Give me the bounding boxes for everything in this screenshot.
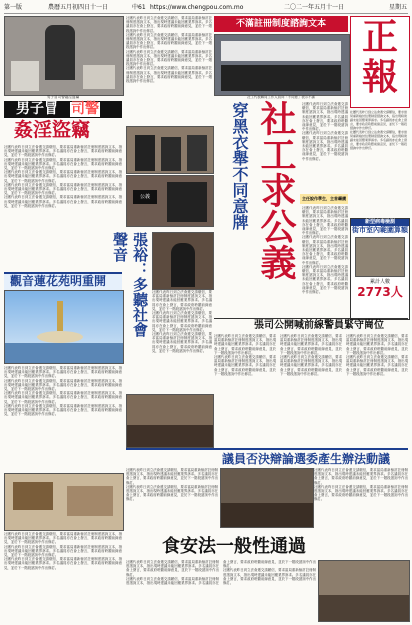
- story-a7-headline-block: [126, 536, 408, 558]
- story-a3-side-text: 社團代表昨日到立法會遞交請願信，要求當局重新檢討註冊制度諮詢文本，指出現時建議未能回應業界訴求。多名議員亦在會上發言，要求政府聆聽前線意見，並於下一階段諮詢中作出修訂。 社團代表昨日到立法會遞交請願信，要求當局重新檢討註冊制度諮詢文本，指出現時建議未能回應業界訴求。多名議員亦在會上發言，要求政府聆聽前線意見，並於下一階段諮詢中作出修訂。: [302, 102, 348, 161]
- story-a3-headline: 社工求公義: [255, 100, 297, 280]
- story-a6-headline-block: [126, 448, 408, 468]
- story-a4-body: 社團代表昨日到立法會遞交請願信，要求當局重新檢討註冊制度諮詢文本，指出現時建議未能回應業界訴求。多名議員亦在會上發言，要求政府聆聽前線意見，並於下一階段諮詢中作出修訂。 社團代表昨日到立法會遞交請願信，要求當局重新檢討註冊制度諮詢文本，指出現時建議未能回應業界訴求。多名議員亦在會上發言，要求政府聆聽前線意見，並於下一階段諮詢中作出修訂。 社團代表昨日到立法會遞交請願信，要求當局重新檢討註冊制度諮詢文本，指出現時建議未能回應業界訴求。多名議員亦在會上發言，要求政府聆聽前線意見，並於下一階段諮詢中作出修訂。: [152, 290, 212, 353]
- protest-photo-1: [126, 126, 214, 174]
- protest-sign: 公義: [133, 190, 157, 204]
- sidebox-title-2: 街市室內範圍算額: [352, 226, 408, 234]
- sidebox-count: 2773人: [357, 285, 403, 299]
- story-a6-body-right: 社團代表昨日到立法會遞交請願信，要求當局重新檢討註冊制度諮詢文本，指出現時建議未能回應業界訴求。多名議員亦在會上發言，要求政府聆聽前線意見，並於下一階段諮詢中作出修訂。 社團代表昨日到立法會遞交請願信，要求當局重新檢討註冊制度諮詢文本，指出現時建議未能回應業界訴求。多名議員亦在會上發言，要求政府聆聽前線意見，並於下一階段諮詢中作出修訂。: [314, 468, 408, 502]
- story-a2-body: 社團代表昨日到立法會遞交請願信，要求當局重新檢討註冊制度諮詢文本，指出現時建議未能回應業界訴求。多名議員亦在會上發言，要求政府聆聽前線意見，並於下一階段諮詢中作出修訂。 社團代表昨日到立法會遞交請願信，要求當局重新檢討註冊制度諮詢文本，指出現時建議未能回應業界訴求。多名議員亦在會上發言，要求政府聆聽前線意見，並於下一階段諮詢中作出修訂。 社團代表昨日到立法會遞交請願信，要求當局重新檢討註冊制度諮詢文本，指出現時建議未能回應業界訴求。多名議員亦在會上發言，要求政府聆聽前線意見，並於下一階段諮詢中作出修訂。 社團代表昨日到立法會遞交請願信，要求當局重新檢討註冊制度諮詢文本，指出現時建議未能回應業界訴求。多名議員亦在會上發言，要求政府聆聽前線意見，並於下一階段諮詢中作出修訂。: [4, 366, 122, 417]
- statue-shape: [57, 301, 63, 331]
- story-a7-body: 社團代表昨日到立法會遞交請願信，要求當局重新檢討註冊制度諮詢文本，指出現時建議未能回應業界訴求。多名議員亦在會上發言，要求政府聆聽前線意見，並於下一階段諮詢中作出修訂。 社團代表昨日到立法會遞交請願信，要求當局重新檢討註冊制度諮詢文本，指出現時建議未能回應業界訴求。多名議員亦在會上發言，要求政府聆聽前線意見，並於下一階段諮詢中作出修訂。 社團代表昨日到立法會遞交請願信，要求當局重新檢討註冊制度諮詢文本，指出現時建議未能回應業界訴求。多名議員亦在會上發言，要求政府聆聽前線意見，並於下一階段諮詢中作出修訂。: [126, 560, 316, 586]
- story-a6-headline: 議員否決辯論選委產生辦法動議: [222, 452, 391, 466]
- masthead-row: [4, 3, 408, 14]
- story-a1-headline-pre: 男子冒: [16, 101, 58, 117]
- story-a5-headline: 張司公開喊前線警員緊守崗位: [254, 320, 384, 331]
- story-a8-side-text: 社團代表昨日到立法會遞交請願信，要求當局重新檢討註冊制度諮詢文本，指出現時建議未能回應業界訴求。多名議員亦在會上發言，要求政府聆聽前線意見，並於下一階段諮詢中作出修訂。 社團代表昨日到立法會遞交請願信，要求當局重新檢討註冊制度諮詢文本，指出現時建議未能回應業界訴求。多名議員亦在會上發言，要求政府聆聽前線意見，並於下一階段諮詢中作出修訂。 社團代表昨日到立法會遞交請願信，要求當局重新檢討註冊制度諮詢文本，指出現時建議未能回應業界訴求。多名議員亦在會上發言，要求政府聆聽前線意見，並於下一階段諮詢中作出修訂。: [302, 206, 348, 295]
- story-a1-caption: 男子冒司警姦淫盜竊: [46, 95, 80, 99]
- issue-code: 中61: [132, 4, 146, 11]
- page-number: 第一版: [4, 4, 23, 11]
- story-a7-headline: 食安法一般性通過: [162, 536, 306, 557]
- story-a8-body: 社團代表昨日到立法會遞交請願信，要求當局重新檢討註冊制度諮詢文本，指出現時建議未能回應業界訴求。多名議員亦在會上發言，要求政府聆聽前線意見，並於下一階段諮詢中作出修訂。 社團代表昨日到立法會遞交請願信，要求當局重新檢討註冊制度諮詢文本，指出現時建議未能回應業界訴求。多名議員亦在會上發言，要求政府聆聽前線意見，並於下一階段諮詢中作出修訂。 社團代表昨日到立法會遞交請願信，要求當局重新檢討註冊制度諮詢文本，指出現時建議未能回應業界訴求。多名議員亦在會上發言，要求政府聆聽前線意見，並於下一階段諮詢中作出修訂。: [4, 532, 122, 570]
- story-a1-body: 社團代表昨日到立法會遞交請願信，要求當局重新檢討註冊制度諮詢文本，指出現時建議未能回應業界訴求。多名議員亦在會上發言，要求政府聆聽前線意見，並於下一階段諮詢中作出修訂。 社團代表昨日到立法會遞交請願信，要求當局重新檢討註冊制度諮詢文本，指出現時建議未能回應業界訴求。多名議員亦在會上發言，要求政府聆聽前線意見，並於下一階段諮詢中作出修訂。 社團代表昨日到立法會遞交請願信，要求當局重新檢討註冊制度諮詢文本，指出現時建議未能回應業界訴求。多名議員亦在會上發言，要求政府聆聽前線意見，並於下一階段諮詢中作出修訂。 社團代表昨日到立法會遞交請願信，要求當局重新檢討註冊制度諮詢文本，指出現時建議未能回應業界訴求。多名議員亦在會上發言，要求政府聆聽前線意見，並於下一階段諮詢中作出修訂。 社團代表昨日到立法會遞交請願信，要求當局重新檢討註冊制度諮詢文本，指出現時建議未能回應業界訴求。多名議員亦在會上發言，要求政府聆聽前線意見，並於下一階段諮詢中作出修訂。: [4, 145, 122, 208]
- story-a1-headline-red: 司警: [71, 101, 99, 117]
- story-a8-headline: 主任說作學生，主首繼續: [300, 194, 348, 204]
- story-a5-headline-block: [214, 318, 408, 333]
- website-url[interactable]: https://www.chengpou.com.mo: [150, 4, 244, 11]
- story-a1-photo: [4, 16, 124, 96]
- story-a6-body-left: 社團代表昨日到立法會遞交請願信，要求當局重新檢討註冊制度諮詢文本，指出現時建議未能回應業界訴求。多名議員亦在會上發言，要求政府聆聽前線意見，並於下一階段諮詢中作出修訂。 社團代表昨日到立法會遞交請願信，要求當局重新檢討註冊制度諮詢文本，指出現時建議未能回應業界訴求。多名議員亦在會上發言，要求政府聆聽前線意見，並於下一階段諮詢中作出修訂。: [126, 468, 218, 502]
- water: [5, 343, 123, 363]
- lunar-date: 農曆五月初四日十一日: [48, 4, 109, 11]
- weekday: 星期五: [389, 4, 408, 11]
- publisher-info: 社團代表昨日到立法會遞交請願信，要求當局重新檢討註冊制度諮詢文本，指出現時建議未能回應業界訴求。多名議員亦在會上發言，要求政府聆聽前線意見，並於下一階段諮詢中作出修訂。 社團代表昨日到立法會遞交請願信，要求當局重新檢討註冊制度諮詢文本，指出現時建議未能回應業界訴求。多名議員亦在會上發言，要求政府聆聽前線意見，並於下一階段諮詢中作出修訂。: [350, 110, 408, 150]
- story-a3-subheadline: 穿黑衣舉不同意牌: [230, 102, 249, 230]
- suspect-figure: [45, 25, 75, 80]
- story-a1-headline-main: 姦淫盜竊: [14, 119, 91, 141]
- gregorian-date: 二〇二一年五月十一日: [284, 4, 345, 11]
- story-a1-headline-block: [4, 101, 122, 119]
- meeting-photo: [126, 394, 214, 448]
- logo-char-1: 正: [361, 16, 398, 58]
- story-a4-headline: 張裕：多聽社會聲音: [111, 232, 149, 337]
- evidence-table: [11, 61, 39, 91]
- sidebox-photo: [355, 237, 405, 277]
- protest-photo-2: [126, 175, 214, 227]
- story-a3-caption: 社工代表聯同工作人員向「不同意」表示不滿: [247, 95, 315, 99]
- story-a3-banner: 不滿註冊制度諮詢文本: [214, 16, 348, 32]
- story-a7-photo: [318, 560, 410, 622]
- display-case: [67, 486, 113, 516]
- story-a6-photo: [220, 468, 314, 528]
- sidebox-count-label: 累計人數: [369, 279, 390, 285]
- masthead-logo: [350, 16, 410, 108]
- story-a5-body: 社團代表昨日到立法會遞交請願信，要求當局重新檢討註冊制度諮詢文本，指出現時建議未能回應業界訴求。多名議員亦在會上發言，要求政府聆聽前線意見，並於下一階段諮詢中作出修訂。 社團代表昨日到立法會遞交請願信，要求當局重新檢討註冊制度諮詢文本，指出現時建議未能回應業界訴求。多名議員亦在會上發言，要求政府聆聽前線意見，並於下一階段諮詢中作出修訂。 社團代表昨日到立法會遞交請願信，要求當局重新檢討註冊制度諮詢文本，指出現時建議未能回應業界訴求。多名議員亦在會上發言，要求政府聆聽前線意見，並於下一階段諮詢中作出修訂。 社團代表昨日到立法會遞交請願信，要求當局重新檢討註冊制度諮詢文本，指出現時建議未能回應業界訴求。多名議員亦在會上發言，要求政府聆聽前線意見，並於下一階段諮詢中作出修訂。 社團代表昨日到立法會遞交請願信，要求當局重新檢討註冊制度諮詢文本，指出現時建議未能回應業界訴求。多名議員亦在會上發言，要求政府聆聽前線意見，並於下一階段諮詢中作出修訂。 社團代表昨日到立法會遞交請願信，要求當局重新檢討註冊制度諮詢文本，指出現時建議未能回應業界訴求。多名議員亦在會上發言，要求政府聆聽前線意見，並於下一階段諮詢中作出修訂。: [214, 334, 408, 376]
- story-a3-lead-text: 社團代表昨日到立法會遞交請願信，要求當局重新檢討註冊制度諮詢文本，指出現時建議未能回應業界訴求。多名議員亦在會上發言，要求政府聆聽前線意見，並於下一階段諮詢中作出修訂。 社團代表昨日到立法會遞交請願信，要求當局重新檢討註冊制度諮詢文本，指出現時建議未能回應業界訴求。多名議員亦在會上發言，要求政府聆聽前線意見，並於下一階段諮詢中作出修訂。 社團代表昨日到立法會遞交請願信，要求當局重新檢討註冊制度諮詢文本，指出現時建議未能回應業界訴求。多名議員亦在會上發言，要求政府聆聽前線意見，並於下一階段諮詢中作出修訂。 社團代表昨日到立法會遞交請願信，要求當局重新檢討註冊制度諮詢文本，指出現時建議未能回應業界訴求。多名議員亦在會上發言，要求政府聆聽前線意見，並於下一階段諮詢中作出修訂。: [126, 16, 212, 84]
- display-board: [13, 482, 53, 510]
- speaker-figure: [171, 243, 195, 287]
- sidebox-title-1: 新型病毒檢測: [351, 219, 409, 226]
- story-a4-photo: [152, 232, 214, 290]
- evidence-items: [83, 65, 115, 89]
- lotus-base: [37, 331, 83, 343]
- covid-sidebox: [350, 218, 410, 320]
- story-a2-headline: 觀音蓮花苑明重開: [10, 274, 107, 288]
- story-a3-main-photo: [214, 34, 350, 96]
- logo-char-2: 報: [361, 56, 398, 98]
- story-a2-photo: [4, 290, 124, 364]
- exhibition-photo: [4, 473, 124, 531]
- story-a2-headline-block: [4, 272, 122, 290]
